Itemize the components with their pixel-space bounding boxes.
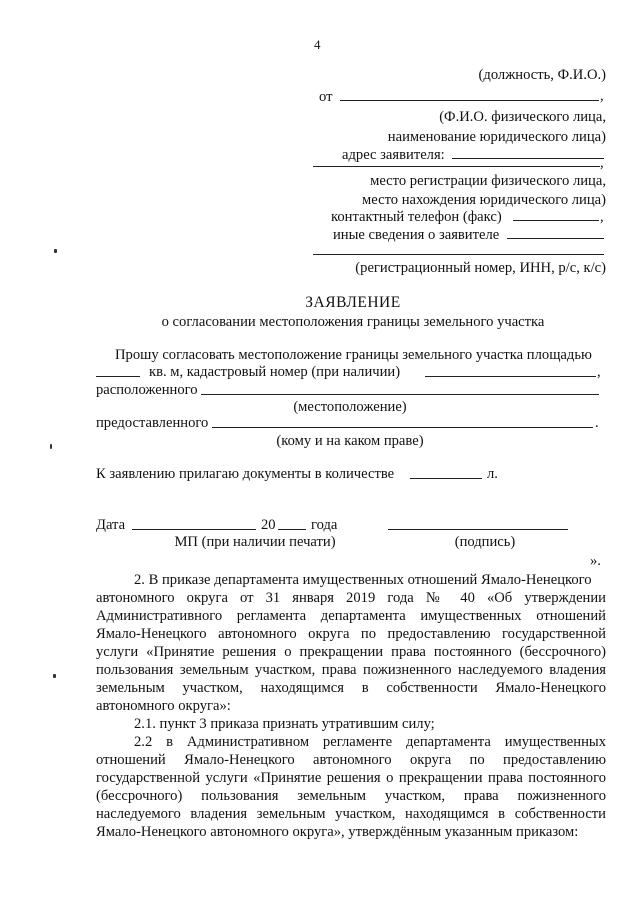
address-field-2[interactable] (313, 166, 600, 167)
scan-mark (53, 674, 56, 678)
closing-quote: ». (590, 553, 601, 569)
date-field[interactable] (132, 529, 256, 530)
signature-field[interactable] (388, 529, 568, 530)
year-suffix: года (311, 517, 338, 533)
place-line2: место нахождения юридического лица) (362, 192, 606, 208)
year-prefix: 20 (261, 517, 276, 533)
fio-line2: наименование юридического лица) (387, 129, 606, 145)
body-p21: 2.1. пункт 3 приказа признать утратившим силу; (134, 716, 435, 732)
body-p2-line4: Ямало-Ненецкого автономного округа по предоставлению государственной (96, 626, 606, 642)
area-field[interactable] (96, 376, 140, 377)
attach-unit: л. (487, 466, 498, 482)
body-p2-line3: Административного регламента департамента имущественных отношений (96, 608, 606, 624)
body-p22-line5: наследуемого владения земельным участком, находящимся в собственности (96, 806, 606, 822)
location-hint: (местоположение) (293, 399, 407, 415)
body-p2-line5: услуги «Принятие решения о прекращении права постоянного (бессрочного) (96, 644, 606, 660)
body-p2-line6: пользования земельным участком, права пожизненного наследуемого владения (96, 662, 606, 678)
other-field[interactable] (507, 238, 604, 239)
provided-period: . (595, 415, 599, 431)
attach-count-field[interactable] (410, 478, 482, 479)
body-p22-line2: отношений Ямало-Ненецкого автономного округа по предоставлению (96, 752, 606, 768)
phone-field[interactable] (513, 220, 599, 221)
location-field[interactable] (201, 394, 599, 395)
from-comma: , (600, 88, 604, 104)
request-line1: Прошу согласовать местоположение границы земельного участка площадью (115, 347, 592, 363)
scan-mark (50, 444, 52, 449)
phone-comma: , (600, 209, 604, 225)
place-line1: место регистрации физического лица, (370, 173, 606, 189)
body-p2-line7: земельным участком, находящимся в собственности Ямало-Ненецкого (96, 680, 606, 696)
body-p2-line1: 2. В приказе департамента имущественных отношений Ямало-Ненецкого (134, 572, 592, 588)
body-p2-line2: автономного округа от 31 января 2019 года № 40 «Об утверждении (96, 590, 606, 606)
from-label: от (319, 89, 333, 105)
page-number: 4 (314, 37, 321, 52)
signature-label: (подпись) (454, 534, 516, 550)
attach-text: К заявлению прилагаю документы в количестве (96, 466, 395, 482)
provided-label: предоставленного (96, 415, 209, 431)
reg-label: (регистрационный номер, ИНН, р/с, к/с) (355, 260, 606, 276)
address-label: адрес заявителя: (342, 147, 445, 163)
year-field[interactable] (278, 529, 306, 530)
fio-line1: (Ф.И.О. физического лица, (439, 109, 606, 125)
cadastral-field[interactable] (425, 376, 596, 377)
scan-mark (54, 249, 57, 253)
body-p22-line6: Ямало-Ненецкого автономного округа», утверждённым указанным приказом: (96, 824, 579, 840)
date-label: Дата (96, 517, 126, 533)
body-p22-line3: государственной услуги «Принятие решения о прекращении права постоянного (96, 770, 606, 786)
provided-field[interactable] (212, 427, 593, 428)
from-field[interactable] (340, 100, 599, 101)
request-line2: кв. м, кадастровый номер (при наличии) (149, 364, 401, 380)
body-p22-line1: 2.2 в Административном регламенте департамента имущественных (134, 734, 606, 750)
phone-label: контактный телефон (факс) (331, 209, 502, 225)
address-field[interactable] (452, 158, 604, 159)
cadastral-comma: , (597, 364, 601, 380)
other-field-2[interactable] (313, 254, 604, 255)
position-label: (должность, Ф.И.О.) (478, 67, 606, 83)
body-p2-line8: автономного округа»: (96, 698, 231, 714)
body-p22-line4: (бессрочного) пользования земельным участком, права пожизненного (96, 788, 606, 804)
provided-hint: (кому и на каком праве) (276, 433, 424, 449)
form-subtitle: о согласовании местоположения границы земельного участка (161, 314, 545, 330)
seal-label: МП (при наличии печати) (174, 534, 336, 550)
form-title: ЗАЯВЛЕНИЕ (305, 294, 401, 311)
located-label: расположенного (96, 382, 198, 398)
other-label: иные сведения о заявителе (333, 227, 500, 243)
address-comma: , (600, 155, 604, 171)
